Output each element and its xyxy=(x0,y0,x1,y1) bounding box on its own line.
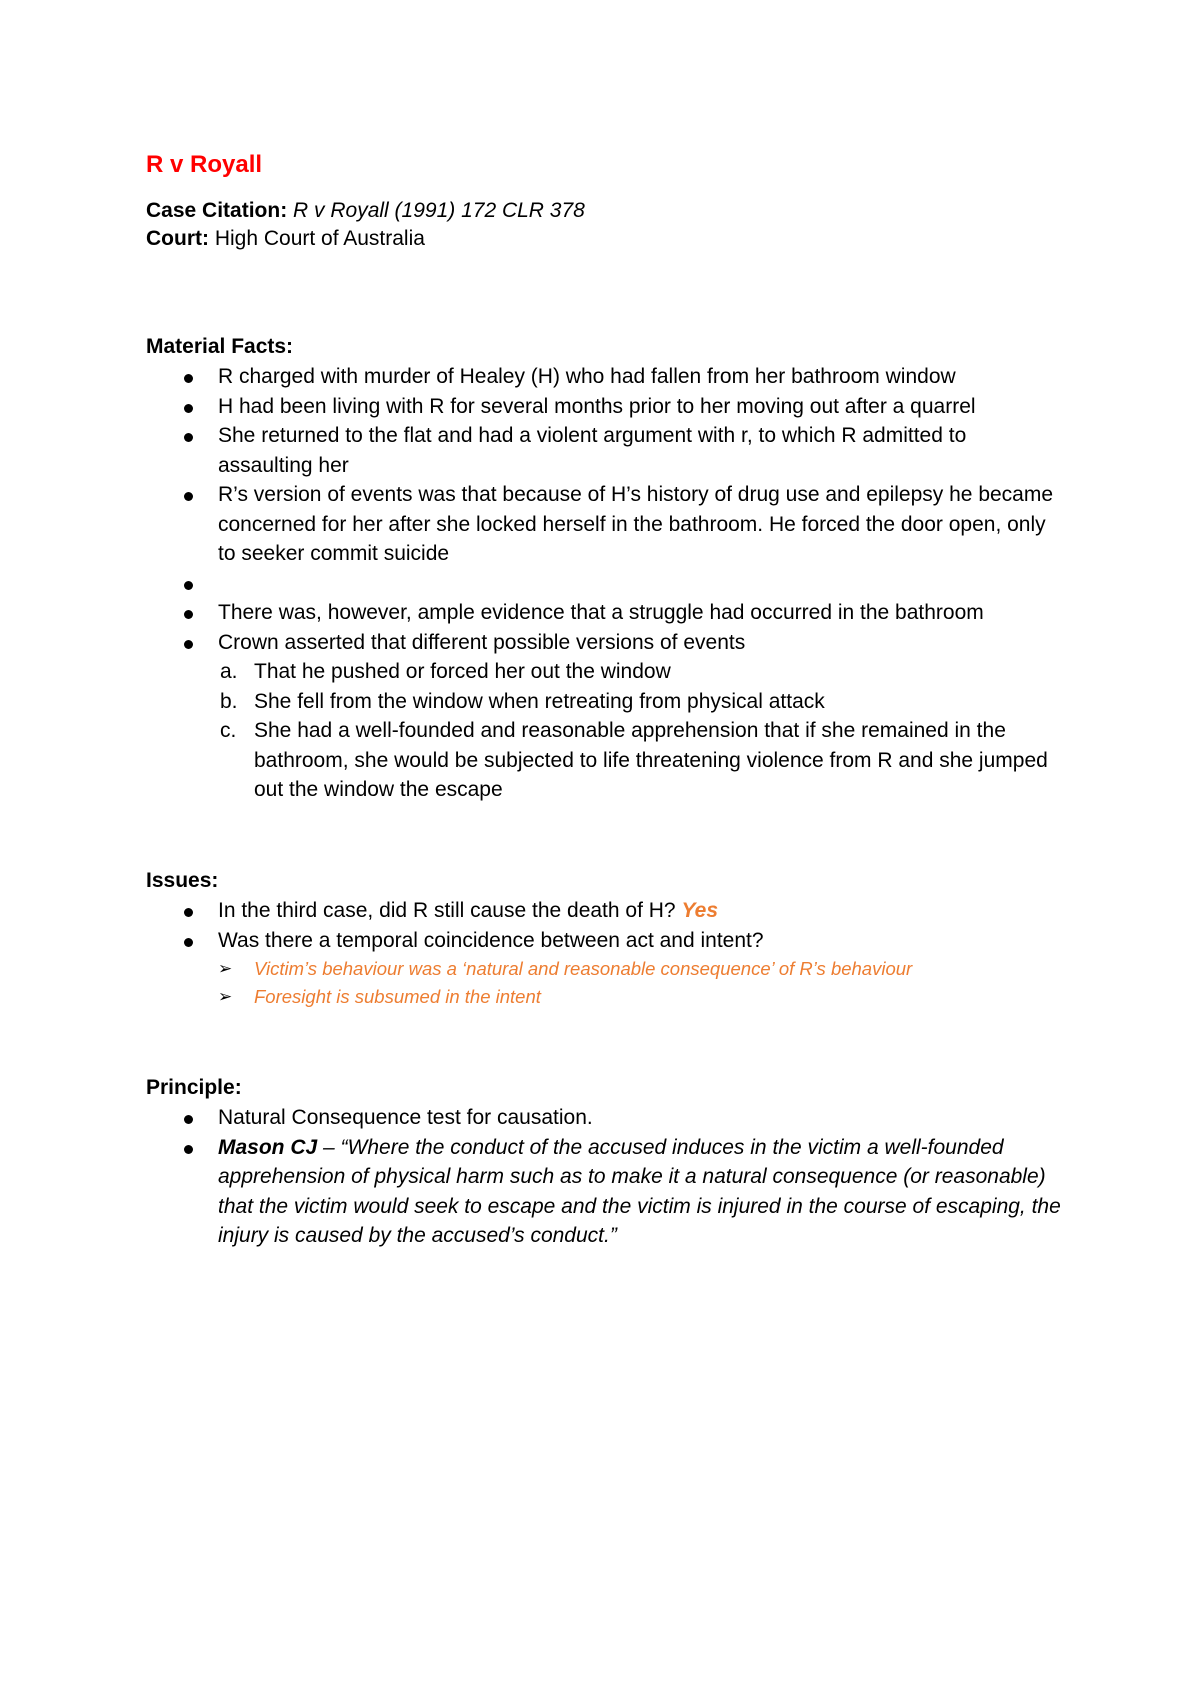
principle-list xyxy=(146,1103,1066,1251)
bullet-icon xyxy=(184,640,193,649)
issues-list xyxy=(146,896,1066,1011)
sub-list-item: ➢ Foresight is subsumed in the intent xyxy=(146,983,1066,1011)
bullet-icon xyxy=(184,404,193,413)
sub-list-item: c. She had a well-founded and reasonable apprehension that if she remained in the bathroom, she would be subjected to life threatening violence from R and she jumped out the window the escape xyxy=(220,719,1048,801)
list-item: She returned to the flat and had a violent argument with r, to which R admitted to assaulting her xyxy=(146,421,1066,480)
material-facts-heading: Material Facts: xyxy=(146,335,294,358)
bullet-icon xyxy=(184,581,193,590)
list-item: Crown asserted that different possible versions of events a. That he pushed or forced her out the window b. She fell from the window when retreating from physical attack c. She had a well-founded and reasonable apprehension that if she remained in the bathroom, she would be subjected to life threatening violence from R and she jumped out the window the escape xyxy=(146,628,1066,805)
citation-label: Case Citation: xyxy=(146,199,288,222)
quote-text: – “Where the conduct of the accused induces in the victim a well-founded apprehension of physical harm such as to make it a natural consequence (or reasonable) that the victim would seek to escape and the victim is injured in the course of escaping, the injury is caused by the accused’s conduct.” xyxy=(218,1135,1061,1247)
list-item: Was there a temporal coincidence between act and intent? ➢ Victim’s behaviour was a ‘natural and reasonable consequence’ of R’s behaviour ➢ Foresight is subsumed in the intent xyxy=(146,926,1066,1012)
case-title: R v Royall xyxy=(146,151,263,178)
issues-sub-list xyxy=(218,955,1066,1011)
list-item-empty xyxy=(146,569,1066,599)
answer-yes: Yes xyxy=(681,899,719,922)
bullet-icon xyxy=(184,433,193,442)
bullet-icon xyxy=(184,492,193,501)
arrow-bullet-icon: ➢ xyxy=(218,987,233,1006)
case-citation-line xyxy=(146,197,585,225)
list-item: Natural Consequence test for causation. xyxy=(146,1103,1066,1133)
citation-value: R v Royall (1991) 172 CLR 378 xyxy=(293,199,585,222)
quote-speaker: Mason CJ xyxy=(218,1135,318,1159)
sub-list-item: a. That he pushed or forced her out the window xyxy=(220,660,671,683)
bullet-icon xyxy=(184,374,193,383)
issues-heading: Issues: xyxy=(146,869,219,892)
bullet-icon xyxy=(184,938,193,947)
material-facts-list xyxy=(146,362,1066,805)
list-item: In the third case, did R still cause the death of H? Yes xyxy=(146,896,1066,926)
sub-list-item: b. She fell from the window when retreating from physical attack xyxy=(220,689,825,713)
list-item: R’s version of events was that because of H’s history of drug use and epilepsy he became concerned for her after she locked herself in the bathroom. He forced the door open, only to seeker commit suicide xyxy=(146,480,1066,569)
arrow-bullet-icon: ➢ xyxy=(218,959,233,978)
bullet-icon xyxy=(184,908,193,917)
list-item xyxy=(146,1133,1066,1251)
sub-list-item: ➢ Victim’s behaviour was a ‘natural and reasonable consequence’ of R’s behaviour xyxy=(146,955,1066,983)
list-item: H had been living with R for several months prior to her moving out after a quarrel xyxy=(146,392,1066,422)
bullet-icon xyxy=(184,1115,193,1124)
list-item: There was, however, ample evidence that a struggle had occurred in the bathroom xyxy=(146,598,1066,628)
court-line xyxy=(146,225,425,253)
bullet-icon xyxy=(184,1145,193,1154)
court-value: High Court of Australia xyxy=(214,227,425,250)
list-item: R charged with murder of Healey (H) who had fallen from her bathroom window xyxy=(146,362,1066,392)
bullet-icon xyxy=(184,610,193,619)
principle-heading: Principle: xyxy=(146,1076,242,1099)
crown-versions-list xyxy=(218,657,1066,805)
court-label: Court: xyxy=(146,227,209,250)
